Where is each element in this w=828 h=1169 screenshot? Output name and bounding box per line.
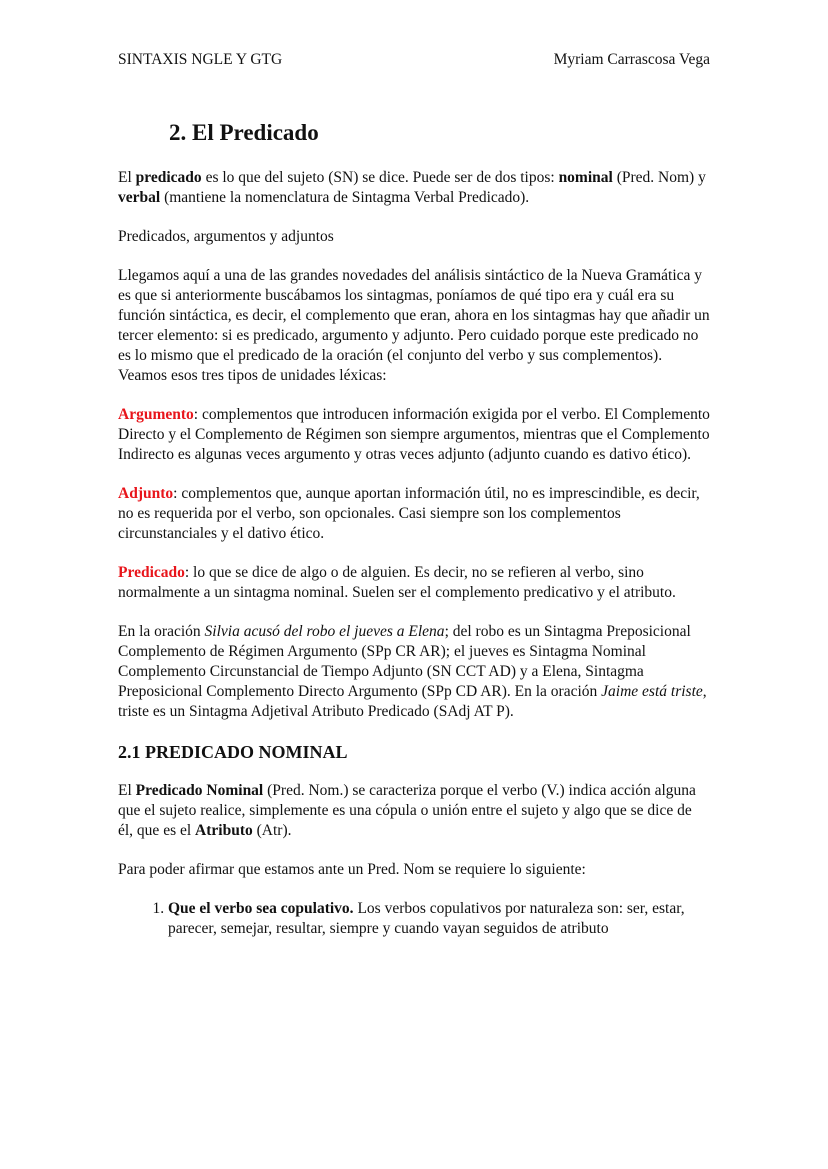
intro-bold-predicado: predicado: [135, 169, 202, 186]
requirements-intro: Para poder afirmar que estamos ante un Pred. Nom se requiere lo siguiente:: [118, 861, 586, 878]
intro-text-4: (mantiene la nomenclatura de Sintagma Verbal Predicado).: [160, 189, 530, 206]
pn-text-1: El: [118, 782, 136, 799]
term-argumento: Argumento: [118, 406, 194, 423]
pn-text-3: (Atr).: [252, 822, 292, 839]
predicado-nominal-paragraph: [118, 781, 710, 841]
section-title: 2. El Predicado: [169, 120, 319, 145]
document-body: [118, 168, 710, 939]
intro-text-2: es lo que del sujeto (SN) se dice. Puede ser de dos tipos:: [201, 169, 559, 186]
example-paragraph: [118, 622, 710, 722]
example-text-2: ; del robo es un Sintagma Preposicional Complemento de Régimen Argumento (SPp CR AR); el jueves es Sintagma Nominal Complemento Circunstancial de Tiempo Adjunto (SN CCT AD) y a Elena, Sintagma Preposicional Complemento Directo Argumento (SPp CD AR). En la oración: [118, 623, 691, 700]
intro-paragraph: [118, 168, 710, 208]
definition-argumento: [118, 405, 710, 465]
requirements-list: [118, 899, 710, 939]
example-sentence-1: Silvia acusó del robo el jueves a Elena: [204, 623, 445, 640]
subsection-title: 2.1 PREDICADO NOMINAL: [118, 742, 348, 762]
header-author: Myriam Carrascosa Vega: [553, 51, 710, 68]
definition-predicado-text: : lo que se dice de algo o de alguien. Es decir, no se refieren al verbo, sino normalmente a un sintagma nominal. Suelen ser el complemento predicativo y el atributo.: [118, 564, 676, 601]
pn-bold-atributo: Atributo: [195, 822, 253, 839]
pn-bold-predicado-nominal: Predicado Nominal: [135, 782, 264, 799]
definition-adjunto: [118, 484, 710, 544]
list-item-text: Los verbos copulativos por naturaleza son: ser, estar, parecer, semejar, resultar, siempre y cuando vayan seguidos de atributo: [168, 900, 685, 937]
intro-text-1: El: [118, 169, 136, 186]
intro-text-3: (Pred. Nom) y: [612, 169, 706, 186]
term-predicado: Predicado: [118, 564, 185, 581]
definition-argumento-text: : complementos que introducen información exigida por el verbo. El Complemento Directo y el Complemento de Régimen son siempre argumentos, mientras que el Complemento Indirecto es algunas veces argumento y otras veces adjunto (adjunto cuando es dativo ético).: [118, 406, 710, 463]
example-sentence-2: Jaime está triste: [601, 683, 703, 700]
list-item: [168, 899, 710, 939]
term-adjunto: Adjunto: [118, 485, 174, 502]
example-text-1: En la oración: [118, 623, 205, 640]
definition-adjunto-text: : complementos que, aunque aportan información útil, no es imprescindible, es decir, no es requerida por el verbo, son opcionales. Casi siempre son los complementos circunstanciales y el dativo ético.: [118, 485, 700, 542]
intro-bold-nominal: nominal: [558, 169, 613, 186]
intro-bold-verbal: verbal: [118, 189, 161, 206]
subheading: Predicados, argumentos y adjuntos: [118, 228, 334, 245]
list-item-bold: Que el verbo sea copulativo.: [168, 900, 354, 917]
novedades-paragraph: Llegamos aquí a una de las grandes novedades del análisis sintáctico de la Nueva Gramática y es que si anteriormente buscábamos los sintagmas, poníamos de qué tipo era y cuál era su función sintáctica, es decir, el complemento que eran, ahora en los sintagmas hay que añadir un tercer elemento: si es predicado, argumento y adjunto. Pero cuidado porque este predicado no es lo mismo que el predicado de la oración (el conjunto del verbo y sus complementos). Veamos esos tres tipos de unidades léxicas:: [118, 267, 710, 384]
header-course-title: SINTAXIS NGLE Y GTG: [118, 51, 283, 68]
pn-text-2: (Pred. Nom.) se caracteriza porque el verbo (V.) indica acción alguna que el sujeto realice, simplemente es una cópula o unión entre el sujeto y algo que se dice de él, que es el: [118, 782, 696, 839]
definition-predicado: [118, 563, 710, 603]
example-text-3: , triste es un Sintagma Adjetival Atributo Predicado (SAdj AT P).: [118, 683, 707, 720]
